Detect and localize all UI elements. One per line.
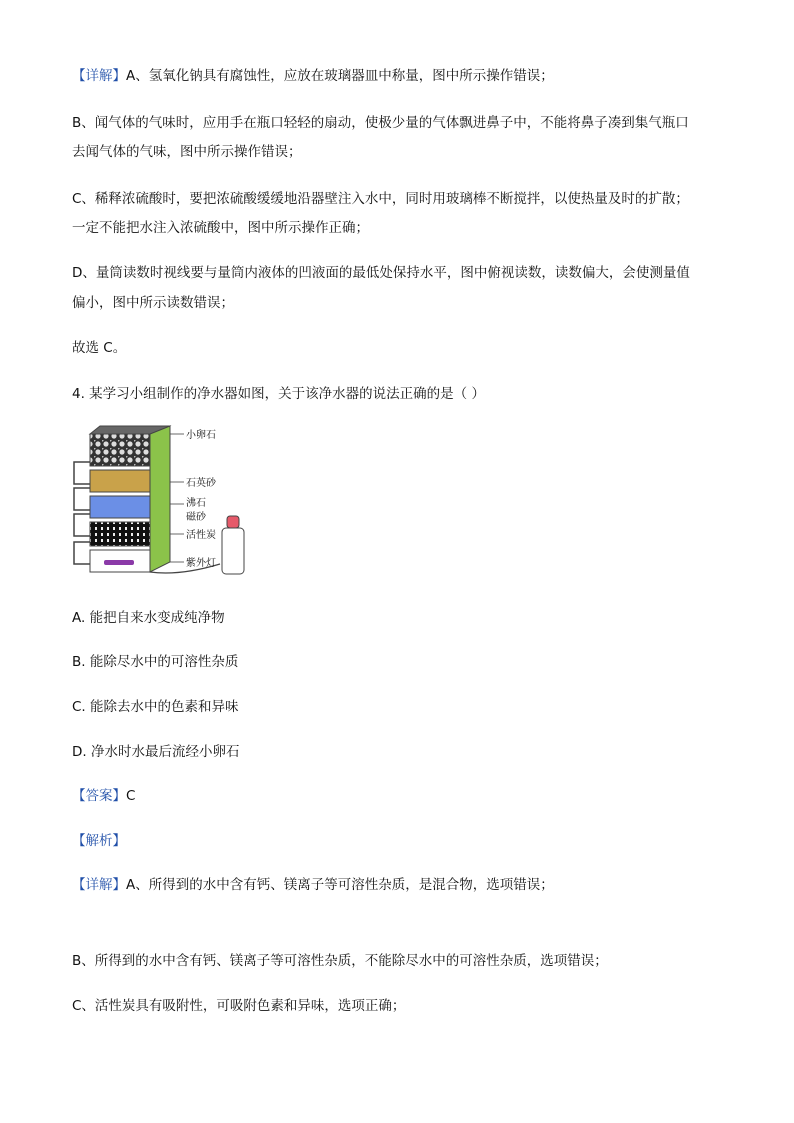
carbon-layer [90, 522, 150, 546]
zeolite-layer [90, 496, 150, 518]
bottle-cap [227, 516, 239, 528]
conclusion: 故选 C。 [72, 340, 127, 356]
water-purifier-figure [70, 424, 260, 580]
detail-para-c-line1: C、稀释浓硫酸时，要把浓硫酸缓缓地沿器壁注入水中，同时用玻璃棒不断搅拌，以使热量及时的扩散； [72, 191, 689, 207]
detail-para-a [72, 66, 554, 86]
quartz-layer [90, 470, 150, 492]
option-c: C. 能除去水中的色素和异味 [72, 699, 239, 715]
answer [72, 786, 135, 806]
pebble-layer [90, 434, 150, 466]
option-a: A. 能把自来水变成纯净物 [72, 610, 225, 626]
detail-para-c-line2: 一定不能把水注入浓硫酸中，图中所示操作正确； [72, 220, 369, 236]
question-stem: 4. 某学习小组制作的净水器如图，关于该净水器的说法正确的是（ ） [72, 386, 485, 402]
uv-lamp [104, 560, 134, 565]
connector-tubes [74, 462, 90, 564]
explain-c: C、活性炭具有吸附性，可吸附色素和异味，选项正确； [72, 998, 406, 1014]
detail-tag: 【详解】 [72, 68, 126, 84]
label-quartz: 石英砂 [186, 478, 216, 489]
label-pebbles: 小卵石 [186, 430, 216, 441]
detail-text-a: A、氢氧化钠具有腐蚀性，应放在玻璃器皿中称量，图中所示操作错误； [126, 68, 554, 84]
explain-a [72, 875, 554, 895]
bottle-body [222, 528, 244, 574]
explain-text-a: A、所得到的水中含有钙、镁离子等可溶性杂质，是混合物，选项错误； [126, 877, 554, 893]
detail-para-d-line1: D、量筒读数时视线要与量筒内液体的凹液面的最低处保持水平，图中俯视读数，读数偏大，会使测量值 [72, 265, 690, 281]
label-magnetic-sand: 磁砂 [186, 512, 206, 523]
answer-value: C [126, 788, 136, 804]
detail-para-b-line1: B、闻气体的气味时，应用手在瓶口轻轻的扇动，使极少量的气体飘进鼻子中，不能将鼻子凑到集气瓶口 [72, 115, 689, 131]
label-zeolite: 沸石 [186, 498, 206, 509]
option-b: B. 能除尽水中的可溶性杂质 [72, 654, 239, 670]
label-uv-lamp: 紫外灯 [186, 558, 216, 569]
answer-tag: 【答案】 [72, 788, 126, 804]
detail-para-d-line2: 偏小，图中所示读数错误； [72, 295, 234, 311]
label-activated-carbon: 活性炭 [186, 530, 216, 541]
analysis-tag: 【解析】 [72, 833, 126, 849]
detail-para-b-line2: 去闻气体的气味，图中所示操作错误； [72, 144, 302, 160]
explain-tag: 【详解】 [72, 877, 126, 893]
option-d: D. 净水时水最后流经小卵石 [72, 744, 240, 760]
purifier-side-panel [150, 426, 170, 572]
explain-b: B、所得到的水中含有钙、镁离子等可溶性杂质，不能除尽水中的可溶性杂质，选项错误； [72, 953, 608, 969]
